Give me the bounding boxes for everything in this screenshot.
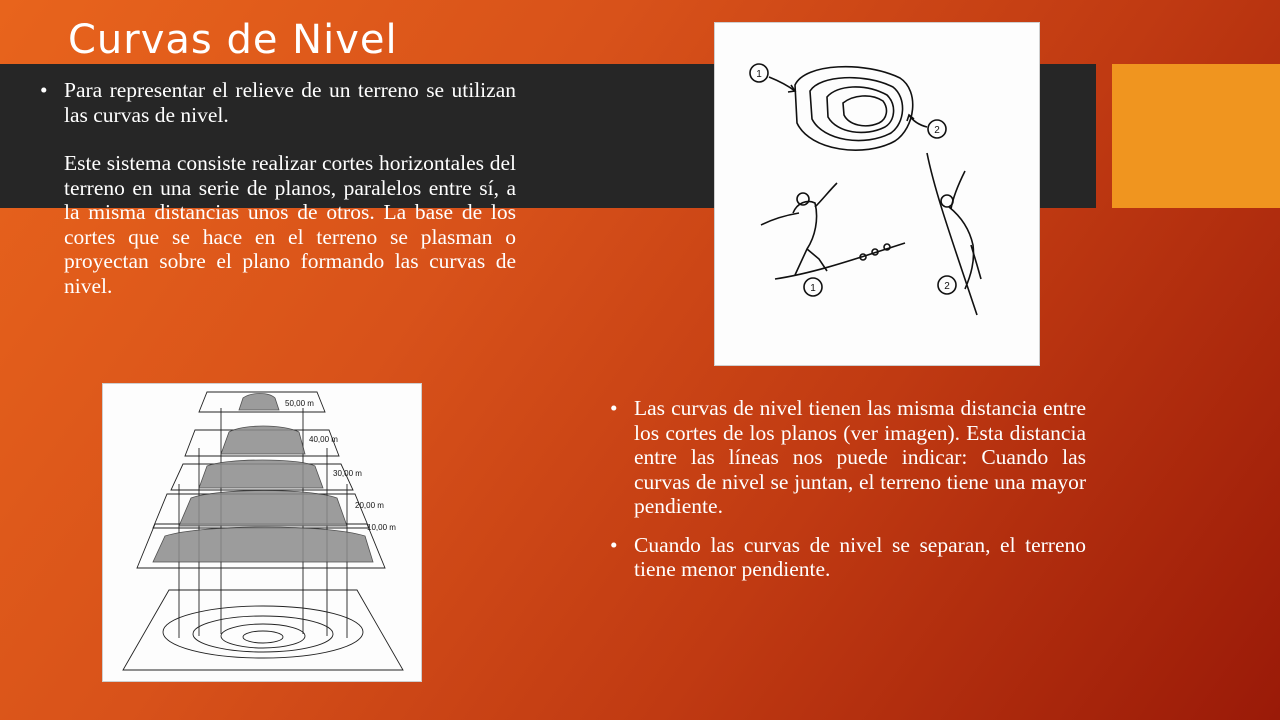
accent-square <box>1112 64 1280 208</box>
elevation-label: 10,00 m <box>367 523 396 532</box>
contour-slope-illustration <box>714 22 1040 366</box>
left-bullet-list <box>40 78 516 312</box>
slide-title: Curvas de Nivel <box>68 17 398 63</box>
terrain-planes-drawing <box>103 384 421 681</box>
elevation-label: 40,00 m <box>309 435 338 444</box>
right-bullet-item: • Cuando las curvas de nivel se separan, el terreno tiene menor pendiente. <box>610 533 1086 582</box>
elevation-label: 50,00 m <box>285 399 314 408</box>
elevation-label: 30,00 m <box>333 469 362 478</box>
left-paragraph-1: • Para representar el relieve de un terreno se utilizan las curvas de nivel. <box>64 78 516 127</box>
right-bullet-list <box>610 396 1086 596</box>
contour-slope-drawing <box>715 23 1039 365</box>
figure-label: 2 <box>944 281 950 292</box>
elevation-label: 20,00 m <box>355 501 384 510</box>
figure-label: 2 <box>934 125 940 136</box>
figure-label: 1 <box>810 283 816 294</box>
left-paragraph-2: Este sistema consiste realizar cortes horizontales del terreno en una serie de planos, paralelos entre sí, a la misma distancias unos de otros. La base de los cortes que se hace en el terreno se plasman o proyectan sobre el plano formando las curvas de nivel. <box>64 151 516 298</box>
terrain-planes-illustration <box>102 383 422 682</box>
figure-label: 1 <box>756 69 762 80</box>
left-bullet-item <box>40 78 516 298</box>
right-bullet-item: • Las curvas de nivel tienen las misma distancia entre los cortes de los planos (ver imagen). Esta distancia entre las líneas nos puede indicar: Cuando las curvas de nivel se juntan, el terreno tiene una mayor pendiente. <box>610 396 1086 519</box>
